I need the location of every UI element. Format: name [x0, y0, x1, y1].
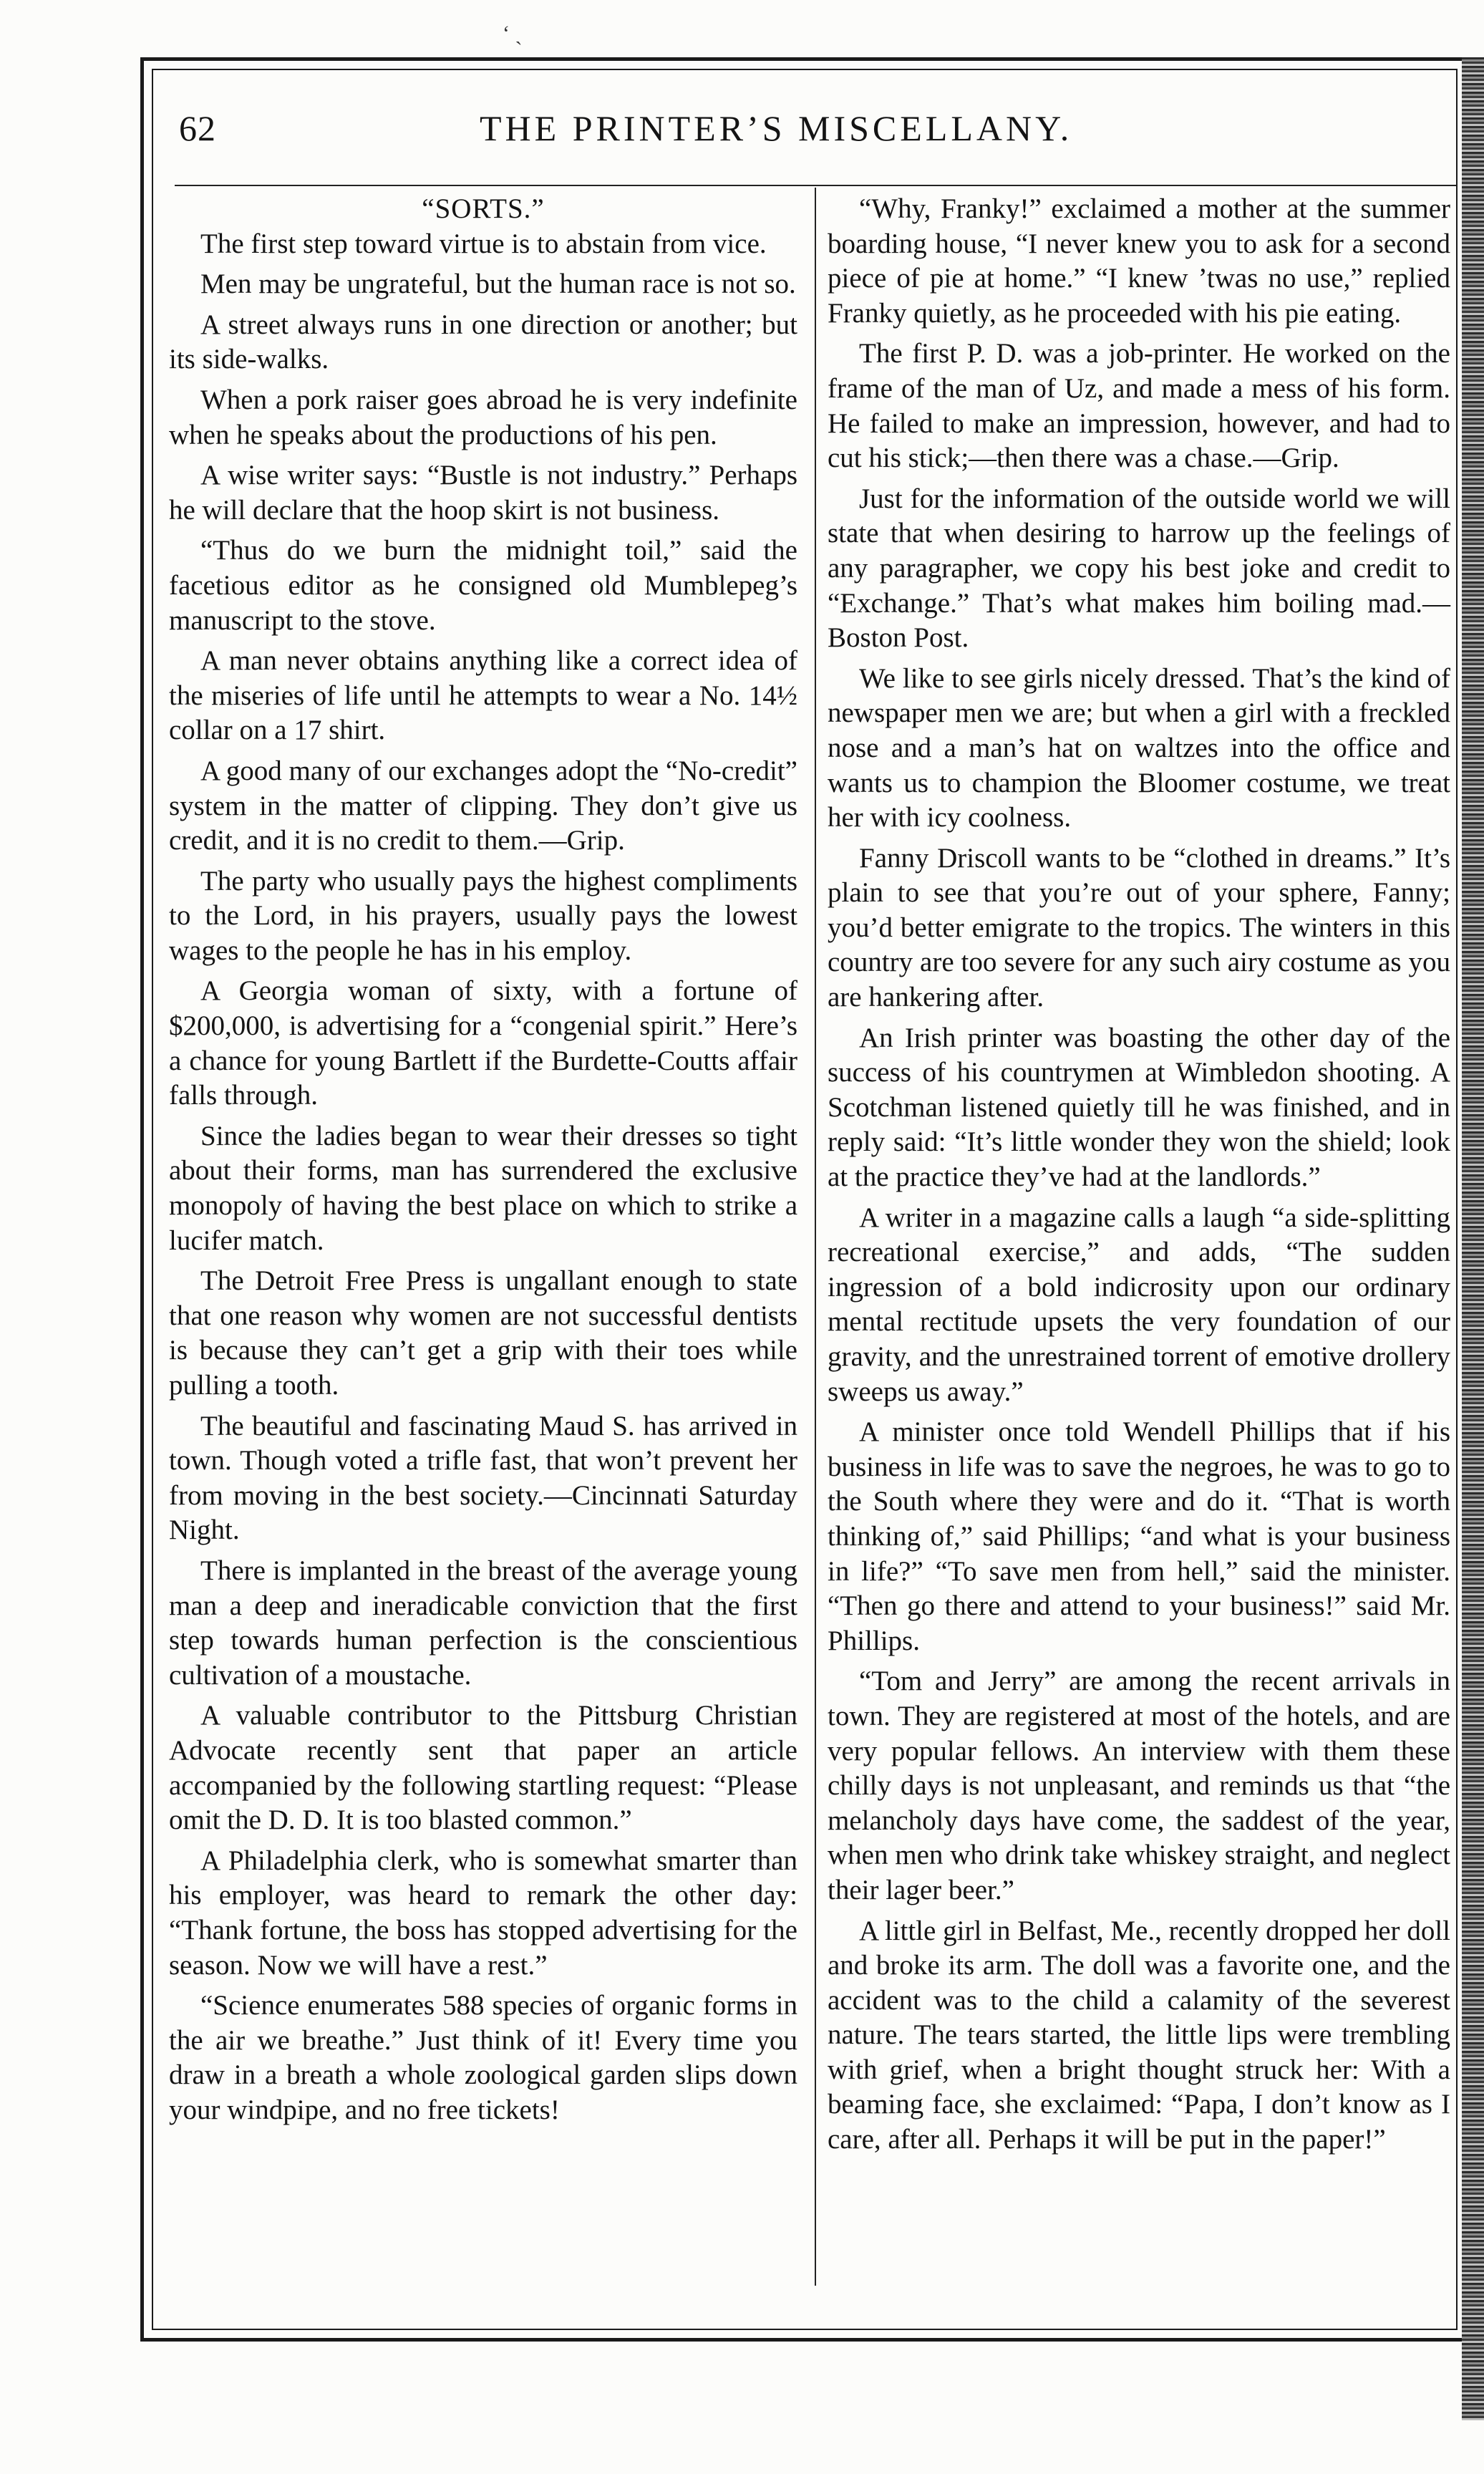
paragraph: A wise writer says: “Bustle is not industry.” Perhaps he will declare that the hoop skirt is not business.: [169, 460, 797, 526]
paragraph: The party who usually pays the highest compliments to the Lord, in his prayers, usually pays the lowest wages to the people he has in his employ.: [169, 865, 797, 966]
paragraph: Fanny Driscoll wants to be “clothed in dreams.” It’s plain to see that you’re out of your sphere, Fanny; you’d better emigrate to the tropics. The winters in this country are too severe for any such airy costume as you are hankering after.: [828, 842, 1450, 1013]
paragraph: “Science enumerates 588 species of organic forms in the air we breathe.” Just think of it! Every time you draw in a breath a whole zoological garden slips down your windpipe, and no free tickets!: [169, 1990, 797, 2125]
left-column: [169, 192, 797, 2133]
paragraph: An Irish printer was boasting the other day of the success of his countrymen at Wimbledon shooting. A Scotchman listened quietly till he was finished, and in reply said: “It’s little wonder they won the shield; look at the practice they’ve had at the landlords.”: [828, 1022, 1450, 1193]
paragraph: A minister once told Wendell Phillips that if his business in life was to save the negroes, he was to go to the South where they were and do it. “That is worth thinking of,” said Phillips; “and what is your business in life?” “To save men from hell,” said the minister. “Then go there and attend to your business!” said Mr. Phillips.: [828, 1416, 1450, 1656]
paragraph: Since the ladies began to wear their dresses so tight about their forms, man has surrendered the exclusive monopoly of having the best place on which to strike a lucifer match.: [169, 1120, 797, 1256]
paragraph: The first step toward virtue is to abstain from vice.: [200, 228, 767, 259]
column-rule: [815, 188, 816, 2286]
paragraph: A man never obtains anything like a correct idea of the miseries of life until he attempts to wear a No. 14½ collar on a 17 shirt.: [169, 645, 797, 746]
paragraph: “Why, Franky!” exclaimed a mother at the summer boarding house, “I never knew you to ask for a second piece of pie at home.” “I knew ’twas no use,” replied Franky quietly, as he proceeded with his pie eating.: [828, 193, 1450, 329]
header-rule: [175, 185, 1456, 186]
section-title: “SORTS.”: [422, 193, 545, 224]
paragraph: The beautiful and fascinating Maud S. has arrived in town. Though voted a trifle fast, that won’t prevent her from moving in the best society.—Cincinnati Saturday Night.: [169, 1410, 797, 1546]
stray-print-mark: ‘ ˎ: [503, 21, 523, 45]
running-head: [172, 107, 1453, 158]
paragraph: When a pork raiser goes abroad he is very indefinite when he speaks about the productions of his pen.: [169, 384, 797, 450]
right-column: [828, 192, 1450, 2163]
paragraph: A valuable contributor to the Pittsburg Christian Advocate recently sent that paper an article accompanied by the following startling request: “Please omit the D. D. It is too blasted common.”: [169, 1700, 797, 1836]
paragraph: A Georgia woman of sixty, with a fortune of $200,000, is advertising for a “congenial spirit.” Here’s a chance for young Bartlett if the Burdette-Coutts affair falls through.: [169, 975, 797, 1111]
paragraph: “Tom and Jerry” are among the recent arrivals in town. They are registered at most of the hotels, and are very popular fellows. An interview with them these chilly days is not unpleasant, and reminds us that “the melancholy days have come, the saddest of the year, when men who drink take whiskey straight, and neglect their lager beer.”: [828, 1666, 1450, 1905]
paragraph: A Philadelphia clerk, who is somewhat smarter than his employer, was heard to remark the other day: “Thank fortune, the boss has stopped advertising for the season. Now we will have a rest.”: [169, 1845, 797, 1981]
torn-page-edge: [1462, 57, 1484, 2420]
paragraph: A writer in a magazine calls a laugh “a side-splitting recreational exercise,” and adds, “The sudden ingression of a bold indicrosity upon our ordinary mental rectitude upsets the very foundation of our gravity, and the unrestrained torrent of emotive drollery sweeps us away.”: [828, 1202, 1450, 1407]
paragraph: We like to see girls nicely dressed. That’s the kind of newspaper men we are; but when a girl with a freckled nose and a man’s hat on waltzes into the office and wants us to champion the Bloomer costume, we treat her with icy coolness.: [828, 662, 1450, 833]
paragraph: A street always runs in one direction or another; but its side-walks.: [169, 309, 797, 375]
paragraph: A little girl in Belfast, Me., recently dropped her doll and broke its arm. The doll was a favorite one, and the accident was to the child a calamity of the severest nature. The tears started, the little lips were trembling with grief, when a bright thought struck her: With a beaming face, she exclaimed: “Papa, I don’t know as I care, after all. Perhaps it will be put in the paper!”: [828, 1915, 1450, 2155]
paragraph: “Thus do we burn the midnight toil,” said the facetious editor as he consigned old Mumblepeg’s manuscript to the stove.: [169, 535, 797, 636]
paragraph: There is implanted in the breast of the average young man a deep and ineradicable conviction that the first step towards human perfection is the conscientious cultivation of a moustache.: [169, 1555, 797, 1691]
journal-title: THE PRINTER’S MISCELLANY.: [480, 108, 1073, 148]
paragraph: The first P. D. was a job-printer. He worked on the frame of the man of Uz, and made a mess of his form. He failed to make an impression, however, and had to cut his stick;—then there was a chase.—Grip.: [828, 338, 1450, 474]
page-number: 62: [179, 108, 216, 148]
paragraph: Men may be ungrateful, but the human race is not so.: [200, 269, 796, 300]
paragraph: The Detroit Free Press is ungallant enough to state that one reason why women are not successful dentists is because they can’t get a grip with their toes while pulling a tooth.: [169, 1265, 797, 1401]
paragraph: Just for the information of the outside world we will state that when desiring to harrow up the feelings of any paragrapher, we copy his best joke and credit to “Exchange.” That’s what makes him boiling mad.—Boston Post.: [828, 483, 1450, 654]
paragraph: A good many of our exchanges adopt the “No-credit” system in the matter of clipping. They don’t give us credit, and it is no credit to them.—Grip.: [169, 755, 797, 856]
